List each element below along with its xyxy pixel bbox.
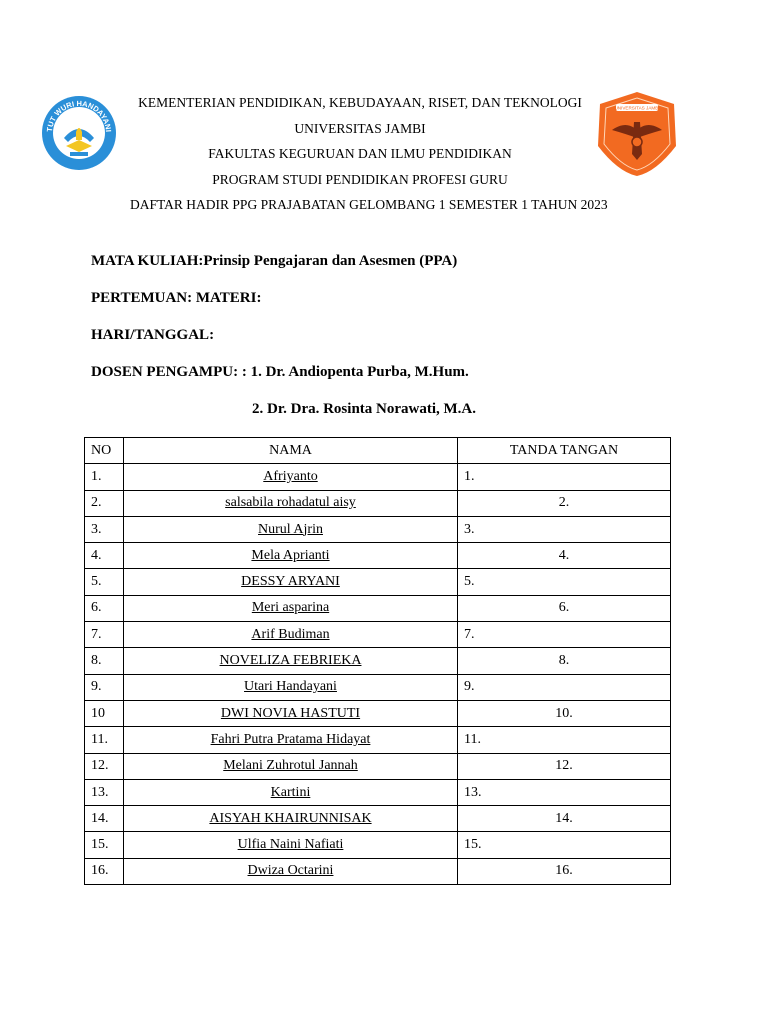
table-row xyxy=(85,806,671,832)
name-link[interactable]: Dwiza Octarini xyxy=(247,863,334,879)
row-signature: 1. xyxy=(458,464,671,490)
column-header-no: NO xyxy=(85,438,124,464)
name-link[interactable]: Melani Zuhrotul Jannah xyxy=(223,758,358,774)
row-number: 10 xyxy=(85,700,124,726)
row-number: 14. xyxy=(85,806,124,832)
table-row xyxy=(85,700,671,726)
row-number: 7. xyxy=(85,622,124,648)
hari-tanggal: HARI/TANGGAL: xyxy=(91,327,215,343)
table-row xyxy=(85,543,671,569)
row-number: 6. xyxy=(85,595,124,621)
row-signature: 8. xyxy=(458,648,671,674)
row-signature: 2. xyxy=(458,490,671,516)
header-title: DAFTAR HADIR PPG PRAJABATAN GELOMBANG 1 SEMESTER 1 TAHUN 2023 xyxy=(130,197,608,212)
table-row xyxy=(85,595,671,621)
name-link[interactable]: Afriyanto xyxy=(263,468,318,484)
row-signature: 13. xyxy=(458,779,671,805)
row-number: 12. xyxy=(85,753,124,779)
table-row xyxy=(85,622,671,648)
row-number: 1. xyxy=(85,464,124,490)
row-name xyxy=(124,516,458,542)
name-link[interactable]: AISYAH KHAIRUNNISAK xyxy=(209,810,372,826)
row-name xyxy=(124,569,458,595)
row-signature: 6. xyxy=(458,595,671,621)
name-link[interactable]: Ulfia Naini Nafiati xyxy=(237,837,344,853)
name-link[interactable]: Meri asparina xyxy=(251,600,330,616)
row-signature: 16. xyxy=(458,858,671,884)
row-signature: 15. xyxy=(458,832,671,858)
row-name xyxy=(124,543,458,569)
header-program: PROGRAM STUDI PENDIDIKAN PROFESI GURU xyxy=(212,171,508,187)
name-link[interactable]: NOVELIZA FEBRIEKA xyxy=(219,653,362,669)
attendance-table xyxy=(84,437,671,885)
row-name xyxy=(124,858,458,884)
table-row xyxy=(85,779,671,805)
table-row xyxy=(85,674,671,700)
row-signature: 5. xyxy=(458,569,671,595)
row-number: 8. xyxy=(85,648,124,674)
header-block xyxy=(130,90,608,218)
row-name xyxy=(124,753,458,779)
row-name xyxy=(124,622,458,648)
universitas-jambi-logo xyxy=(596,90,678,178)
row-name xyxy=(124,595,458,621)
name-link[interactable]: salsabila rohadatul aisy xyxy=(225,495,356,511)
row-number: 15. xyxy=(85,832,124,858)
row-number: 16. xyxy=(85,858,124,884)
name-link[interactable]: Mela Aprianti xyxy=(251,547,330,563)
row-signature: 4. xyxy=(458,543,671,569)
row-signature: 3. xyxy=(458,516,671,542)
table-row xyxy=(85,648,671,674)
row-name xyxy=(124,464,458,490)
table-row xyxy=(85,569,671,595)
row-number: 13. xyxy=(85,779,124,805)
row-name xyxy=(124,648,458,674)
name-link[interactable]: Fahri Putra Pratama Hidayat xyxy=(210,731,371,747)
row-signature: 14. xyxy=(458,806,671,832)
table-row xyxy=(85,753,671,779)
table-row xyxy=(85,832,671,858)
header-ministry: KEMENTERIAN PENDIDIKAN, KEBUDAYAAN, RISET, DAN TEKNOLOGI xyxy=(138,95,582,110)
mata-kuliah: MATA KULIAH:Prinsip Pengajaran dan Asesmen (PPA) xyxy=(91,253,458,269)
dosen-pengampu-1: DOSEN PENGAMPU: : 1. Dr. Andiopenta Purba, M.Hum. xyxy=(91,364,469,380)
dosen-pengampu-2: 2. Dr. Dra. Rosinta Norawati, M.A. xyxy=(252,401,477,417)
row-name xyxy=(124,832,458,858)
pertemuan: PERTEMUAN: MATERI: xyxy=(91,290,262,306)
table-header-row xyxy=(85,438,671,464)
row-name xyxy=(124,674,458,700)
name-link[interactable]: Nurul Ajrin xyxy=(258,521,323,537)
name-link[interactable]: DWI NOVIA HASTUTI xyxy=(220,705,361,721)
row-name xyxy=(124,806,458,832)
row-signature: 12. xyxy=(458,753,671,779)
header-faculty: FAKULTAS KEGURUAN DAN ILMU PENDIDIKAN xyxy=(208,146,512,161)
row-signature: 7. xyxy=(458,622,671,648)
name-link[interactable]: Arif Budiman xyxy=(251,626,330,642)
row-signature: 9. xyxy=(458,674,671,700)
column-header-tanda-tangan: TANDA TANGAN xyxy=(458,438,671,464)
column-header-nama: NAMA xyxy=(124,438,458,464)
header-university: UNIVERSITAS JAMBI xyxy=(294,120,426,136)
name-link[interactable]: DESSY ARYANI xyxy=(241,574,340,590)
table-row xyxy=(85,464,671,490)
row-name xyxy=(124,700,458,726)
row-number: 11. xyxy=(85,727,124,753)
row-number: 4. xyxy=(85,543,124,569)
name-link[interactable]: Utari Handayani xyxy=(244,679,337,695)
svg-text:UNIVERSITAS JAMBI: UNIVERSITAS JAMBI xyxy=(614,105,660,111)
row-name xyxy=(124,490,458,516)
table-row xyxy=(85,490,671,516)
tut-wuri-handayani-logo xyxy=(40,94,118,172)
row-number: 3. xyxy=(85,516,124,542)
row-number: 9. xyxy=(85,674,124,700)
table-row xyxy=(85,516,671,542)
name-link[interactable]: Kartini xyxy=(270,784,311,800)
row-signature: 11. xyxy=(458,727,671,753)
row-number: 5. xyxy=(85,569,124,595)
row-name xyxy=(124,727,458,753)
row-signature: 10. xyxy=(458,700,671,726)
table-row xyxy=(85,858,671,884)
svg-text:TUT WURI HANDAYANI: TUT WURI HANDAYANI xyxy=(44,98,113,133)
row-name xyxy=(124,779,458,805)
table-row xyxy=(85,727,671,753)
row-number: 2. xyxy=(85,490,124,516)
